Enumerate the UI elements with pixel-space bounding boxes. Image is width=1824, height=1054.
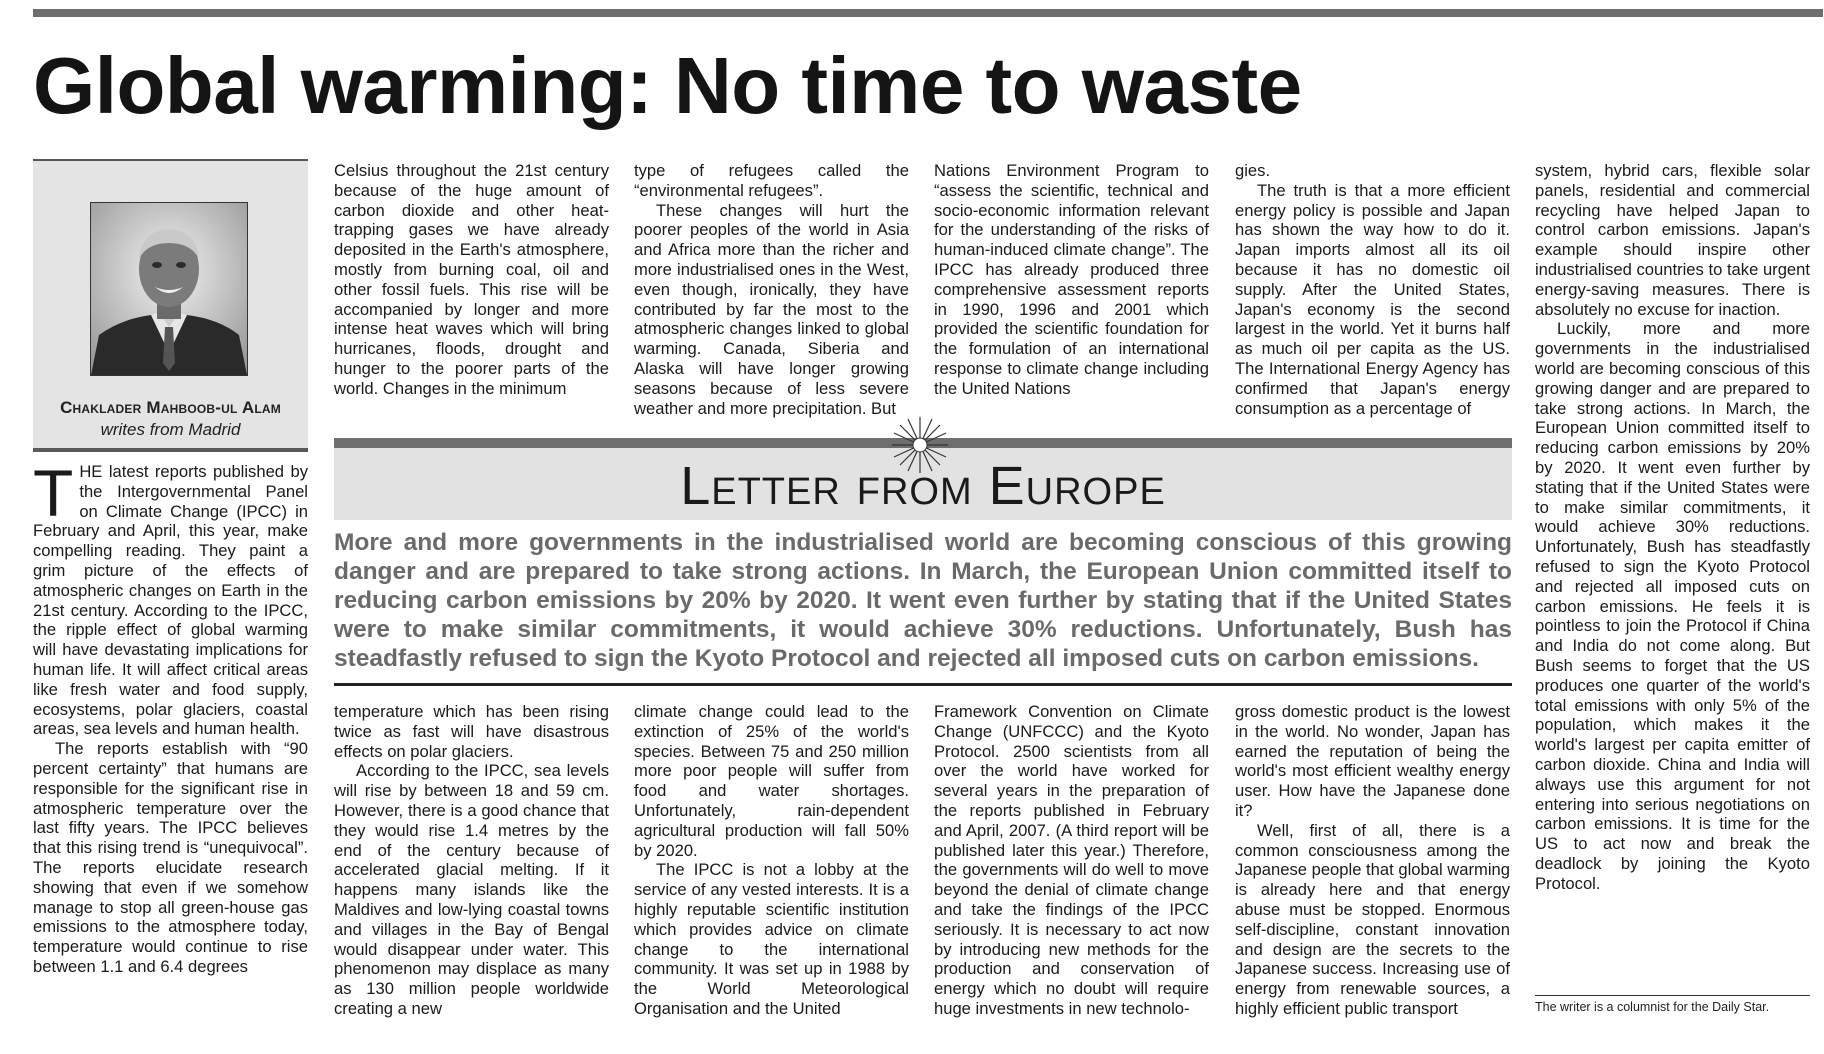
paragraph: The reports establish with “90 percent certainty” that humans are responsible for the significant rise in atmospheric temperature over the last fifty years. The IPCC believes that this rising trend is “unequivocal”. The reports elucidate research showing that even if we somehow manage to stop all green-house gas emissions to the atmosphere today, temperature would continue to rise between 1.1 and 6.4 degrees: [33, 739, 308, 976]
author-location: writes from Madrid: [100, 420, 241, 440]
paragraph: Luckily, more and more governments in the industrialised world are becoming conscious of this growing danger and are prepared to take strong actions. In March, the European Union committed itself to reducing carbon emissions by 20% by 2020. It went even further by stating that if the United States were to make similar commitments, it would achieve 30% reductions. Unfortunately, Bush has steadfastly refused to sign the Kyoto Protocol and rejected all imposed cuts on carbon emissions. He feels it is pointless to join the Protocol if China and India do not come along. But Bush seems to forget that the US produces one quarter of the world's total emissions with only 5% of the population, which makes it the world's largest per capita emitter of carbon dioxide. China and India will always use this argument for not entering into serious negotiations on carbon emissions. It is time for the US to act now and break the deadlock by joining the Kyoto Protocol.: [1535, 319, 1810, 893]
column-2-top: [334, 161, 609, 421]
column-5-bottom: [1235, 702, 1510, 1042]
top-rule: [33, 9, 1823, 17]
column-3-bottom: [634, 702, 909, 1042]
column-4-bottom: [934, 702, 1209, 1042]
paragraph: According to the IPCC, sea levels will rise by between 18 and 59 cm. However, there is a good chance that they would rise 1.4 metres by the end of the century because of accelerated glacial melting. If it happens many islands like the Maldives and low-lying coastal towns and villages in the Bay of Bengal would disappear under water. This phenomenon may displace as many as 130 million people worldwide creating a new: [334, 761, 609, 1018]
star-burst-icon: [890, 415, 950, 475]
paragraph: Framework Convention on Climate Change (UNFCCC) and the Kyoto Protocol. 2500 scientists from all over the world have worked for several years in the preparation of the reports published in February and April, 2007. (A third report will be published later this year.) Therefore, the governments will do well to move beyond the denial of climate change and take the findings of the IPCC seriously. It is necessary to act now by introducing new methods for the production and conservation of energy which no doubt will require huge investments in new technolo-: [934, 702, 1209, 1018]
column-6: [1535, 161, 1810, 991]
paragraph: climate change could lead to the extinction of 25% of the world's species. Between 75 and 250 million more poor people will suffer from food and water shortages. Unfortunately, rain-dependent agricultural production will fall 50% by 2020.: [634, 702, 909, 860]
paragraph: Well, first of all, there is a common consciousness among the Japanese people that global warming is already here and that energy abuse must be stopped. Enormous self-discipline, constant innovation and design are the secrets to the Japanese success. Increasing use of energy from renewable sources, a highly efficient public transport: [1235, 820, 1510, 1018]
paragraph: type of refugees called the “environmental refugees”.: [634, 161, 909, 200]
paragraph: Nations Environment Program to “assess the scientific, technical and socio-economic information relevant for the understanding of the risks of human-induced climate change”. The IPCC has already produced three comprehensive assessment reports in 1990, 1996 and 2001 which provided the scientific foundation for the formulation of an international response to climate change including the United Nations: [934, 161, 1209, 398]
column-3-top: [634, 161, 909, 421]
headline: Global warming: No time to waste: [33, 41, 1302, 130]
footnote-rule: [1535, 995, 1810, 996]
paragraph: The truth is that a more efficient energy policy is possible and Japan has shown the way how to do it. Japan imports almost all its oil because it has no domestic oil supply. After the United States, Japan's economy is the second largest in the world. Yet it burns half as much oil per capita as the US. The International Energy Agency has confirmed that Japan's energy consumption as a percentage of: [1235, 180, 1510, 418]
column-5-top: [1235, 161, 1510, 421]
paragraph: The IPCC is not a lobby at the service of any vested interests. It is a highly reputable scientific institution which provides advice on climate change to the international community. It was set up in 1988 by the World Meteorological Organisation and the United: [634, 860, 909, 1018]
section-banner: Letter from Europe: [334, 448, 1512, 520]
paragraph: Celsius throughout the 21st century because of the huge amount of carbon dioxide and other heat-trapping gases we have already deposited in the Earth's atmosphere, mostly from burning coal, oil and other fossil fuels. This rise will be accompanied by longer and more intense heat waves which will bring hurricanes, floods, drought and hunger to the poorer parts of the world. Changes in the minimum: [334, 161, 609, 398]
author-name: Chaklader Mahboob-ul Alam: [60, 398, 281, 417]
footnote: The writer is a columnist for the Daily Star.: [1535, 1000, 1770, 1014]
author-box: [33, 159, 308, 452]
pull-quote-rule: [334, 683, 1512, 686]
pull-quote: More and more governments in the industrialised world are becoming conscious of this growing danger and are prepared to take strong actions. In March, the European Union committed itself to reducing carbon emissions by 20% by 2020. It went even further by stating that if the United States were to make similar commitments, it would achieve 30% reductions. Unfortunately, Bush has steadfastly refused to sign the Kyoto Protocol and rejected all imposed cuts on carbon emissions.: [334, 529, 1512, 672]
column-2-bottom: [334, 702, 609, 1042]
paragraph: gross domestic product is the lowest in the world. No wonder, Japan has earned the reputation of being the world's most efficient wealthy energy user. How have the Japanese done it?: [1235, 702, 1510, 820]
paragraph: gies.: [1235, 161, 1271, 180]
drop-cap: T: [33, 462, 74, 530]
author-photo: [90, 202, 248, 376]
paragraph: HE latest reports published by the Intergovernmental Panel on Climate Change (IPCC) in February and April, this year, make compelling reading. They paint a grim picture of the effects of atmospheric changes on Earth in the 21st century. According to the IPCC, the ripple effect of global warming will have devastating implications for human life. It will affect critical areas like fresh water and food supply, ecosystems, polar glaciers, coastal areas, sea levels and human health.: [33, 462, 308, 739]
paragraph: These changes will hurt the poorer peoples of the world in Asia and Africa more than the richer and more industrialised ones in the West, even though, ironically, they have contributed by far the most to the atmospheric changes linked to global warming. Canada, Siberia and Alaska will have longer growing seasons because of less severe weather and more precipitation. But: [634, 200, 909, 418]
column-1: [33, 462, 308, 1042]
column-4-top: [934, 161, 1209, 421]
paragraph: temperature which has been rising twice as fast will have disastrous effects on polar glaciers.: [334, 702, 609, 761]
paragraph: system, hybrid cars, flexible solar panels, residential and commercial recycling have helped Japan to control carbon emissions. Japan's example should inspire other industrialised countries to take urgent energy-saving measures. There is absolutely no excuse for inaction.: [1535, 161, 1810, 319]
